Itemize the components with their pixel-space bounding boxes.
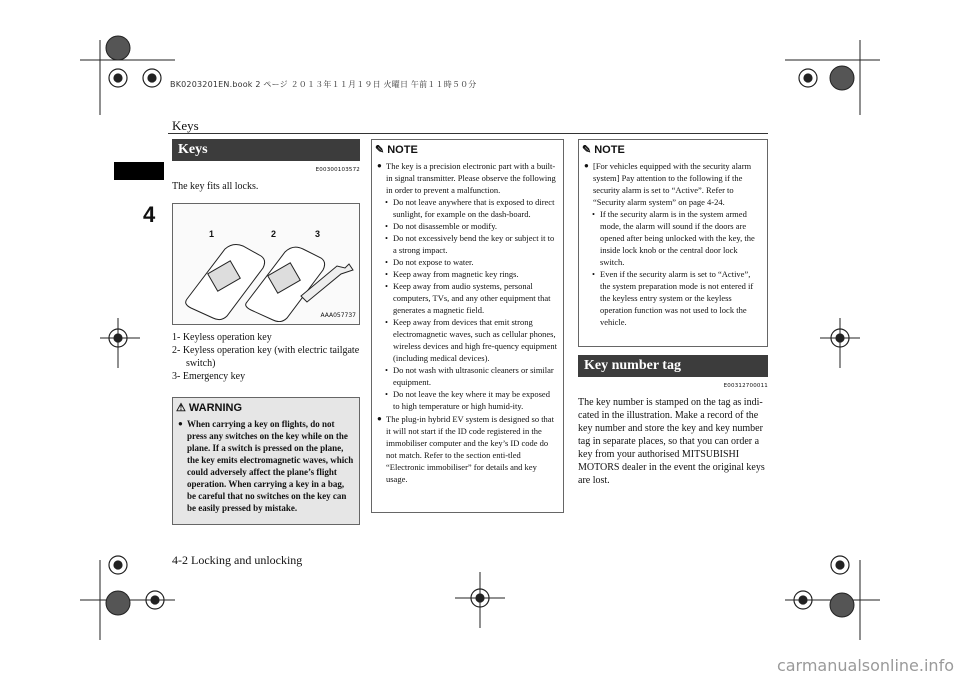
- page-title: Keys: [172, 118, 199, 133]
- illus-label-3: 3: [315, 229, 321, 240]
- bullet-icon: ●: [377, 414, 382, 424]
- note-sub-item: Keep away from devices that emit strong electromagnetic waves, such as cellular phones, wireless devices and high fre-quency equipment (including medical devices).: [393, 317, 558, 364]
- warning-icon: ⚠: [176, 402, 186, 415]
- note-sub-item: Do not leave anywhere that is exposed to direct sunlight, for example on the dash-board.: [393, 197, 555, 220]
- list-item: 2- Keyless operation key (with electric tailgate switch): [172, 345, 360, 370]
- list-item: 3- Emergency key: [172, 371, 246, 383]
- note-box: ✎ NOTE ● The key is a precision electronic part with a built-in signal transmitter. Please observe the following in order to prevent a malfunction. • Do not leave anywhere that is exposed to direct sunlight, for example on the dash-board. • Do not disassemble or modify. • Do not excessively bend the key or subject it to a strong impact. • Do not expose to water. • Keep away from magnetic key rings. • Keep away from audio systems, personal computers, TVs, and any other equipment that generates a magnetic field. • Keep away from devices that emit strong electromagnetic waves, such as cellular phones, wireless devices and high fre-quency equipment (including medical devices). • Do not wash with ultrasonic cleaners or similar equipment. • Do not leave the key where it may be exposed to high temperature or high humid-ity. ● The plug-in hybrid EV system is designed so that it will not start if the ID code registered in the immobiliser computer and the key’s ID code do not match. Refer to the section enti-tled “Electronic immobiliser” for details and key usage.: [371, 139, 564, 513]
- section-code: E00312700011: [723, 383, 768, 389]
- note-bullet-text: [For vehicles equipped with the security alarm system] Pay attention to the following if the security alarm is set to “Active”. Refer to “Security alarm system” on page 4-24.: [593, 161, 752, 208]
- key-illustration: [172, 203, 360, 325]
- note-sub-item: If the security alarm is in the system armed mode, the alarm will sound if the doors are opened after being unlocked with the key, the inside lock knob or the central door lock switch.: [600, 209, 755, 268]
- illus-label-2: 2: [271, 229, 277, 240]
- note-title: [375, 144, 558, 156]
- note-title-text: NOTE: [387, 144, 418, 156]
- column-note: [371, 139, 564, 513]
- note-sub-item: Do not excessively bend the key or subject it to a strong impact.: [393, 233, 555, 256]
- note-icon: ✎: [582, 144, 592, 156]
- note-title: [582, 144, 762, 156]
- note-bullet-text: The key is a precision electronic part with a built-in signal transmitter. Please observe the following in order to prevent a malfunction.: [386, 161, 556, 196]
- section-heading-keys: Keys: [172, 139, 360, 161]
- section-code: E00300103572: [315, 167, 360, 173]
- list-item: 1- Keyless operation key: [172, 332, 272, 344]
- illustration-code: AAA057737: [320, 312, 356, 319]
- note-sub-item: Do not expose to water.: [393, 257, 474, 268]
- note-sub-item: Keep away from magnetic key rings.: [393, 269, 519, 280]
- illus-label-1: 1: [209, 229, 215, 240]
- warning-title: [176, 402, 354, 414]
- note-bullet-text: The plug-in hybrid EV system is designed so that it will not start if the ID code registered in the immobiliser computer and the key’s ID code do not match. Refer to the section enti-tled “Electronic immobiliser” for details and key usage.: [386, 414, 554, 485]
- column-key-number: [578, 139, 768, 487]
- note-sub-item: Do not wash with ultrasonic cleaners or similar equipment.: [393, 365, 554, 388]
- note-sub-item: Do not disassemble or modify.: [393, 221, 498, 232]
- warning-text: When carrying a key on flights, do not press any switches on the key while on the plane. If a switch is pressed on the plane, the key emits electromagnetic waves, which could adversely affect the plane’s flight operation. When carrying a key in a bag, be careful that no switches on the key can be easily pressed by mistake.: [187, 419, 354, 514]
- bullet-icon: ●: [584, 161, 589, 171]
- note-sub-item: Do not leave the key where it may be exposed to high temperature or high humid-ity.: [393, 389, 550, 412]
- chapter-number: 4: [143, 202, 156, 227]
- intro-text: The key fits all locks.: [172, 181, 259, 193]
- note-box: ✎ NOTE ● [For vehicles equipped with the security alarm system] Pay attention to the following if the security alarm is set to “Active”. Refer to “Security alarm system” on page 4-24. • If the security alarm is in the system armed mode, the alarm will sound if the doors are opened after being unlocked with the key, the inside lock knob or the central door lock switch. • Even if the security alarm is set to “Active”, the system preparation mode is not entered if the keyless entry system or the keyless operation function was not used to lock the vehicle.: [578, 139, 768, 347]
- warning-box: [172, 397, 360, 525]
- note-title-text: NOTE: [594, 144, 625, 156]
- key-list: [172, 331, 360, 383]
- note-sub-item: Keep away from audio systems, personal computers, TVs, and any other equipment that generates a magnetic field.: [393, 281, 551, 316]
- section-heading-key-number-tag: Key number tag: [578, 355, 768, 377]
- header-rule: [168, 133, 768, 134]
- page-footer-label: 4-2 Locking and unlocking: [172, 553, 303, 567]
- watermark-brand: carmanualsonline.info: [776, 656, 954, 675]
- warning-title-text: WARNING: [188, 402, 243, 415]
- bullet-icon: ●: [377, 161, 382, 171]
- key-number-text: The key number is stamped on the tag as indi-cated in the illustration. Make a record of the key number and store the key and key number tag in separate places, so that you can order a key from your authorised MITSUBISHI MOTORS dealer in the event the original keys are lost.: [578, 397, 765, 487]
- note-sub-item: Even if the security alarm is set to “Active”, the system preparation mode is not entered if the keyless entry system or the keyless operation function was not used to lock the vehicle.: [600, 269, 754, 328]
- keys-drawing: [173, 204, 359, 322]
- print-info-note: BK0203201EN.book 2 ページ ２０１３年１１月１９日 火曜日 午前１１時５０分: [170, 80, 477, 89]
- column-keys: [172, 139, 360, 525]
- bullet-icon: ●: [178, 419, 183, 429]
- note-icon: ✎: [375, 144, 385, 156]
